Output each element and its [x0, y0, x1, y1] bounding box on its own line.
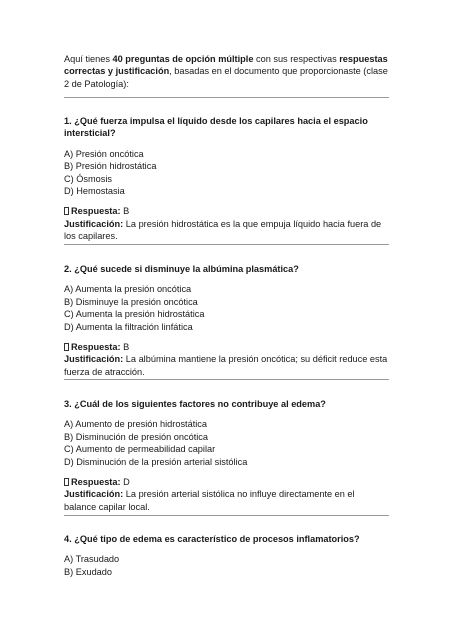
justification-line: [64, 488, 389, 513]
option-item: B) Presión hidrostática: [64, 161, 157, 172]
question-block: [64, 533, 389, 578]
justification-line: [64, 218, 389, 243]
option-item: A) Aumenta la presión oncótica: [64, 284, 192, 295]
intro-paragraph: [64, 53, 389, 90]
options-list: [64, 553, 389, 578]
option-item: B) Exudado: [64, 566, 113, 577]
options-list: [64, 148, 389, 198]
justification-line: [64, 353, 389, 378]
justification-text: La presión arterial sistólica no influye directamente en el balance capilar local.: [64, 489, 355, 512]
check-icon: [64, 478, 69, 486]
question-block: [64, 398, 389, 513]
answer-value: D: [123, 477, 130, 488]
option-item: B) Disminuye la presión oncótica: [64, 296, 198, 307]
check-icon: [64, 207, 69, 215]
intro-bold-answers: respuestas correctas y justificación: [64, 54, 388, 77]
option-item: A) Aumento de presión hidrostática: [64, 419, 207, 430]
question-title: 3. ¿Cuál de los siguientes factores no contribuye al edema?: [64, 399, 326, 409]
justification-label: Justificación:: [64, 354, 124, 365]
answer-value: B: [123, 206, 130, 217]
option-item: D) Aumenta la filtración linfática: [64, 321, 193, 332]
divider: [64, 515, 389, 516]
option-item: A) Trasudado: [64, 554, 120, 565]
justification-label: Justificación:: [64, 489, 124, 500]
question-title: 1. ¿Qué fuerza impulsa el líquido desde los capilares hacia el espacio intersticial?: [64, 116, 368, 139]
options-list: [64, 418, 389, 468]
answer-label: Respuesta:: [71, 477, 121, 488]
answer-line: [64, 341, 389, 353]
justification-text: La albúmina mantiene la presión oncótica; su déficit reduce esta fuerza de atracción.: [64, 354, 388, 377]
question-title: 2. ¿Qué sucede si disminuye la albúmina plasmática?: [64, 264, 299, 274]
intro-bold-questions: 40 preguntas de opción múltiple: [112, 54, 254, 64]
intro-text-suffix: , basadas en el documento que proporcionaste (clase 2 de Patología):: [64, 66, 388, 89]
option-item: C) Ósmosis: [64, 173, 112, 184]
option-item: B) Disminución de presión oncótica: [64, 431, 209, 442]
answer-line: [64, 476, 389, 488]
answer-label: Respuesta:: [71, 206, 121, 217]
options-list: [64, 283, 389, 333]
option-item: C) Aumento de permeabilidad capilar: [64, 444, 216, 455]
answer-label: Respuesta:: [71, 342, 121, 353]
question-block: [64, 115, 389, 243]
divider: [64, 379, 389, 380]
answer-line: [64, 205, 389, 217]
option-item: D) Disminución de la presión arterial sistólica: [64, 456, 248, 467]
question-block: [64, 263, 389, 378]
option-item: D) Hemostasia: [64, 186, 125, 197]
divider: [64, 244, 389, 245]
option-item: C) Aumenta la presión hidrostática: [64, 309, 205, 320]
justification-text: La presión hidrostática es la que empuja líquido hacia fuera de los capilares.: [64, 218, 382, 242]
intro-text-mid: con sus respectivas: [253, 54, 340, 64]
answer-value: B: [123, 342, 130, 353]
divider: [64, 97, 389, 98]
question-title: 4. ¿Qué tipo de edema es característico de procesos inflamatorios?: [64, 534, 360, 544]
option-item: A) Presión oncótica: [64, 148, 144, 159]
intro-text-prefix: Aquí tienes: [64, 54, 113, 64]
check-icon: [64, 343, 69, 351]
justification-label: Justificación:: [64, 218, 124, 229]
